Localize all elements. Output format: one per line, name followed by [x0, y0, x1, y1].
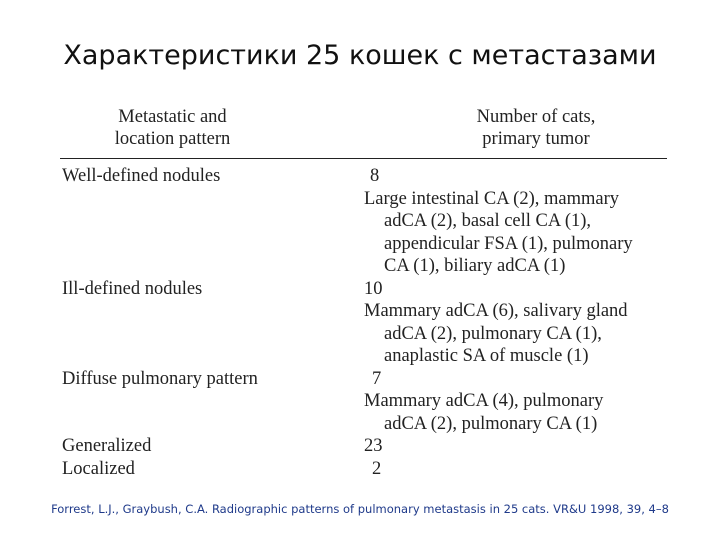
- header-left-line-2: location pattern: [114, 129, 231, 149]
- header-right-line-1: Number of cats,: [476, 107, 596, 127]
- row-tumors-well-defined: [364, 188, 633, 278]
- row-label-ill-defined: Ill-defined nodules: [62, 278, 203, 299]
- tumor-line: anaplastic SA of muscle (1): [384, 346, 589, 366]
- tumor-line: Mammary adCA (4), pulmonary: [364, 391, 604, 411]
- row-label-diffuse: Diffuse pulmonary pattern: [62, 368, 258, 389]
- row-count-well-defined: 8: [370, 166, 380, 186]
- row-count-diffuse: 7: [372, 368, 382, 389]
- tumor-line: CA (1), biliary adCA (1): [384, 256, 566, 276]
- row-count-localized: 2: [372, 458, 382, 479]
- row-count-ill-defined: 10: [364, 278, 383, 299]
- row-count-generalized: 23: [364, 436, 383, 456]
- header-right-line-2: primary tumor: [482, 129, 590, 149]
- row-tumors-ill-defined: [364, 300, 628, 368]
- tumor-line: adCA (2), pulmonary CA (1),: [384, 323, 602, 344]
- tumor-line: Mammary adCA (6), salivary gland: [364, 301, 628, 321]
- tumor-line: adCA (2), pulmonary CA (1): [384, 413, 598, 434]
- header-number-primary-tumor: [420, 106, 652, 150]
- citation-footer: Forrest, L.J., Graybush, C.A. Radiographic patterns of pulmonary metastasis in 25 cats. VR&U 1998, 39, 4–8: [51, 502, 669, 516]
- header-divider: [60, 158, 667, 159]
- header-metastatic-pattern: [60, 106, 285, 150]
- row-tumors-diffuse: [364, 390, 603, 435]
- row-label-well-defined: Well-defined nodules: [62, 166, 221, 186]
- row-label-localized: Localized: [62, 458, 135, 479]
- tumor-line: adCA (2), basal cell CA (1),: [384, 211, 592, 231]
- header-left-line-1: Metastatic and: [118, 107, 227, 127]
- tumor-line: Large intestinal CA (2), mammary: [364, 188, 619, 209]
- slide-title: Характеристики 25 кошек с метастазами: [63, 40, 657, 71]
- tumor-line: appendicular FSA (1), pulmonary: [384, 233, 633, 254]
- row-label-generalized: Generalized: [62, 436, 152, 456]
